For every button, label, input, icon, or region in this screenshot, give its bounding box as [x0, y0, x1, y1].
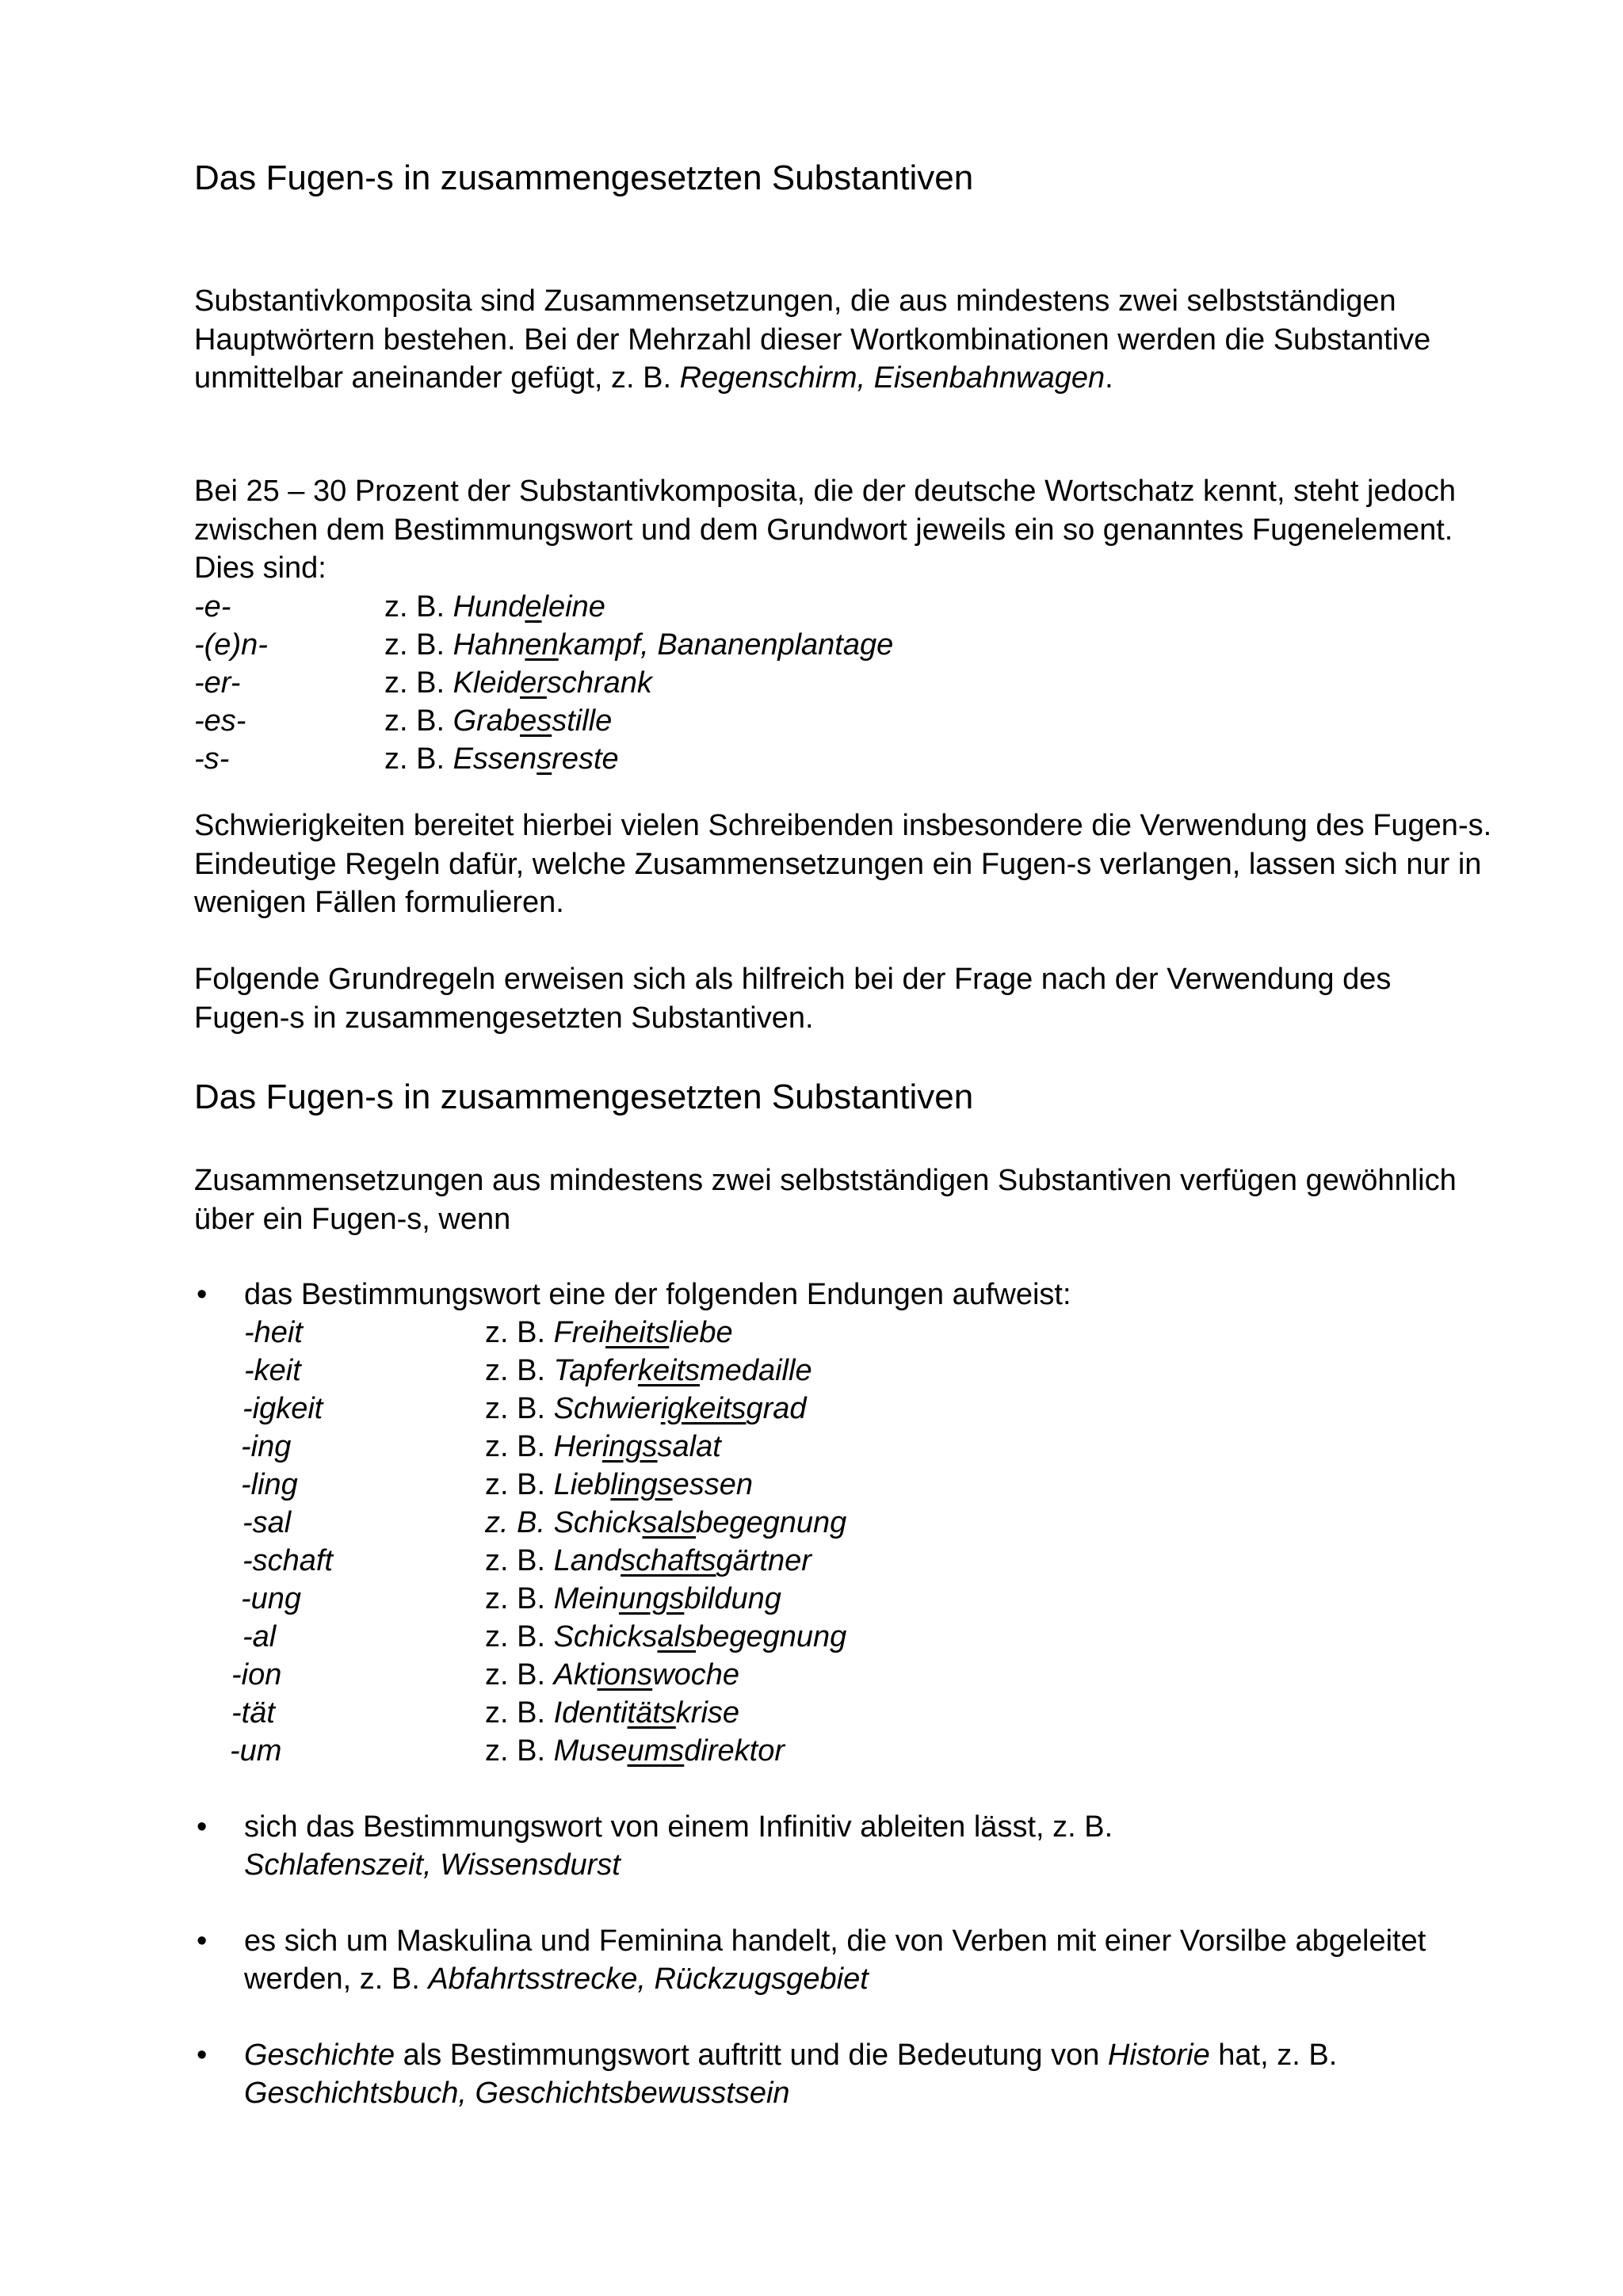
- fugen-highlight: ums: [627, 1734, 685, 1768]
- fugen-element: -er-: [194, 666, 241, 700]
- intro-text: Substantivkomposita sind Zusammensetzungen, die aus mindestens zwei selbstständigen Hauptwörtern bestehen. Bei der Mehrzahl dieser Wortkombinationen werden die Substantive unmittelbar aneinander gefügt, z. B.: [194, 284, 1431, 395]
- word-part: begegnung: [696, 1620, 847, 1653]
- ending-example: [485, 1542, 812, 1580]
- example-word: [554, 1392, 807, 1425]
- ending-example: [485, 1580, 781, 1618]
- bullet-3-examples: Abfahrtsstrecke, Rückzugsgebiet: [428, 1962, 869, 1996]
- word-part: begegnung: [696, 1506, 847, 1539]
- ending-example: [485, 1352, 812, 1390]
- intro-end: .: [1105, 361, 1113, 395]
- word-part: direktor: [684, 1734, 785, 1768]
- fugen-highlight: ings: [601, 1430, 658, 1463]
- ending-example: [485, 1314, 733, 1352]
- rules-intro-paragraph: [194, 960, 1399, 1037]
- fugen-element: -s-: [194, 742, 230, 776]
- fugen-highlight: s: [537, 742, 552, 776]
- ending-suffix: -ling: [241, 1468, 298, 1501]
- word-part: Schick: [553, 1506, 643, 1539]
- bullet-2-text: sich das Bestimmungswort von einem Infinitiv ableiten lässt, z. B.: [244, 1810, 1113, 1844]
- word-part: stille: [552, 704, 613, 738]
- ending-suffix: -sal: [242, 1506, 292, 1539]
- bullet-4-mid: als Bestimmungswort auftritt und die Bedeutung von: [395, 2039, 1108, 2072]
- fugen-intro-paragraph: [194, 472, 1494, 588]
- zb-label: z. B.: [384, 742, 453, 776]
- example-word: [453, 742, 619, 776]
- ending-example: [485, 1428, 721, 1466]
- zb-label: z. B.: [384, 666, 453, 700]
- zb-label: z. B.: [485, 1316, 554, 1349]
- example-word: [554, 1544, 812, 1577]
- ending-suffix: -ing: [241, 1430, 292, 1463]
- zb-label: z. B.: [384, 590, 453, 624]
- example-word: [453, 704, 613, 738]
- zb-label: z. B.: [485, 1544, 554, 1577]
- word-part: Her: [553, 1430, 602, 1463]
- intro-examples: Regenschirm, Eisenbahnwagen: [679, 361, 1106, 395]
- zb-label: z. B.: [485, 1696, 554, 1730]
- ending-suffix: -heit: [244, 1316, 303, 1349]
- zb-label: z. B.: [485, 1658, 554, 1691]
- word-part: Schicks: [553, 1620, 658, 1653]
- word-part: gärtner: [716, 1544, 812, 1577]
- word-part: leine: [541, 590, 605, 624]
- zb-label: z. B.: [485, 1468, 554, 1501]
- example-word: [453, 628, 894, 662]
- bullet-2-glyph: •: [197, 1810, 208, 1844]
- bullet-1-glyph: •: [197, 1278, 208, 1311]
- ending-example: [485, 1618, 846, 1656]
- zb-label: z. B.: [485, 1354, 554, 1387]
- fugen-highlight: täts: [627, 1696, 676, 1730]
- zb-label: z. B.: [485, 1392, 554, 1425]
- ending-suffix: -um: [230, 1734, 282, 1768]
- example-word: [554, 1430, 721, 1463]
- zb-label: z. B.: [485, 1620, 554, 1653]
- fugen-highlight: keits: [637, 1354, 701, 1387]
- ending-suffix: -keit: [244, 1354, 301, 1387]
- example-word: [554, 1696, 739, 1730]
- bullet-4-word2: Historie: [1107, 2039, 1210, 2072]
- word-part: medaille: [700, 1354, 812, 1387]
- ending-suffix: -ung: [241, 1582, 302, 1615]
- bullet-4: [244, 2036, 1433, 2112]
- word-part: Mein: [553, 1582, 619, 1615]
- fugen-highlight: als: [657, 1620, 697, 1653]
- word-part: Hahn: [453, 628, 525, 662]
- fugen-example: [384, 664, 652, 702]
- intro-paragraph: [194, 282, 1462, 398]
- example-word: [554, 1658, 739, 1691]
- example-word: [554, 1620, 847, 1653]
- word-part: kampf,: [558, 628, 658, 662]
- ending-suffix: -ion: [231, 1658, 282, 1691]
- fugen-example: [384, 702, 612, 740]
- zb-label: z. B.: [384, 704, 453, 738]
- word-part: reste: [552, 742, 619, 776]
- ending-suffix: -schaft: [242, 1544, 334, 1577]
- ending-suffix: -igkeit: [242, 1392, 323, 1425]
- fugen-highlight: e: [525, 590, 542, 624]
- word-part: Kleid: [453, 666, 521, 700]
- word-part: Akt: [553, 1658, 598, 1691]
- example-word: [554, 1354, 812, 1387]
- ending-example: [485, 1390, 807, 1428]
- word-part: Identi: [553, 1696, 628, 1730]
- word-part: woche: [652, 1658, 740, 1691]
- bullet-2-examples: Schlafenszeit, Wissensdurst: [244, 1848, 621, 1882]
- word-part: essen: [672, 1468, 753, 1501]
- usage-intro-paragraph: [194, 1161, 1494, 1238]
- fugen-element: -e-: [194, 590, 231, 624]
- word-part: Essen: [453, 742, 537, 776]
- example-word: [453, 666, 652, 700]
- ending-example: [485, 1732, 785, 1770]
- word-part: grad: [746, 1392, 807, 1425]
- fugen-element: -(e)n-: [194, 628, 268, 662]
- fugen-example: [384, 588, 605, 626]
- word-part: Hund: [453, 590, 525, 624]
- word-part: Lieb: [553, 1468, 611, 1501]
- bullet-4-tail: hat, z. B.: [1209, 2039, 1338, 2072]
- word-part: salat: [657, 1430, 721, 1463]
- example-word: [554, 1316, 733, 1349]
- zb-label: z. B.: [485, 1506, 554, 1539]
- example-word: [554, 1582, 781, 1615]
- bullet-3: [244, 1922, 1433, 1998]
- example-word: [554, 1734, 785, 1768]
- fugen-highlight: en: [525, 628, 559, 662]
- ending-example: [485, 1656, 739, 1694]
- word-part: Bananenplantage: [657, 628, 894, 662]
- word-part: bildung: [684, 1582, 781, 1615]
- word-part: Land: [553, 1544, 621, 1577]
- bullet-2: [244, 1808, 1480, 1884]
- difficulty-text: Schwierigkeiten bereitet hierbei vielen Schreibenden insbesondere die Verwendung des Fugen-s. Eindeutige Regeln dafür, welche Zusammensetzungen ein Fugen-s verlangen, lassen sich nur in wenigen Fällen formulieren.: [194, 809, 1492, 919]
- fugen-highlight: es: [520, 704, 552, 738]
- bullet-3-text: es sich um Maskulina und Feminina handelt, die von Verben mit einer Vorsilbe abgeleitet werden, z. B.: [244, 1924, 1426, 1996]
- bullet-1-text: das Bestimmungswort eine der folgenden Endungen aufweist:: [244, 1278, 1071, 1311]
- bullet-4-glyph: •: [197, 2039, 208, 2072]
- fugen-element: -es-: [194, 704, 246, 738]
- fugen-highlight: igkeits: [660, 1392, 747, 1425]
- ending-example: [485, 1466, 753, 1504]
- example-word: [554, 1468, 753, 1501]
- fugen-highlight: lings: [610, 1468, 673, 1501]
- bullet-4-examples: Geschichtsbuch, Geschichtsbewusstsein: [244, 2077, 790, 2110]
- fugen-intro-text: Bei 25 – 30 Prozent der Substantivkomposita, die der deutsche Wortschatz kennt, steht jedoch zwischen dem Bestimmungswort und dem Grundwort jeweils ein so genanntes Fugenelement. Dies sind:: [194, 475, 1456, 585]
- difficulty-paragraph: [194, 807, 1494, 922]
- bullet-3-glyph: •: [197, 1924, 208, 1958]
- word-part: Tapfer: [553, 1354, 638, 1387]
- ending-example: [485, 1694, 739, 1732]
- zb-label: z. B.: [485, 1734, 554, 1768]
- example-word: [554, 1506, 847, 1539]
- word-part: schrank: [546, 666, 652, 700]
- rules-intro-text: Folgende Grundregeln erweisen sich als hilfreich bei der Frage nach der Verwendung des Fugen-s in zusammengesetzten Substantiven.: [194, 963, 1392, 1035]
- subtitle: Das Fugen-s in zusammengesetzten Substantiven: [194, 1077, 974, 1116]
- word-part: Muse: [553, 1734, 628, 1768]
- zb-label: z. B.: [485, 1582, 554, 1615]
- zb-label: z. B.: [485, 1430, 554, 1463]
- fugen-highlight: schafts: [621, 1544, 716, 1577]
- fugen-highlight: heits: [605, 1316, 670, 1349]
- bullet-4-word: Geschichte: [244, 2039, 395, 2072]
- ending-example: [485, 1504, 846, 1542]
- word-part: Grab: [453, 704, 521, 738]
- fugen-example: [384, 740, 619, 778]
- word-part: liebe: [669, 1316, 733, 1349]
- fugen-highlight: er: [520, 666, 547, 700]
- fugen-highlight: ungs: [618, 1582, 685, 1615]
- word-part: Schwier: [553, 1392, 661, 1425]
- fugen-example: [384, 626, 893, 664]
- ending-suffix: -tät: [231, 1696, 275, 1730]
- word-part: Frei: [553, 1316, 606, 1349]
- word-part: krise: [675, 1696, 740, 1730]
- page-title: Das Fugen-s in zusammengesetzten Substantiven: [194, 158, 974, 197]
- zb-label: z. B.: [384, 628, 453, 662]
- ending-suffix: -al: [242, 1620, 277, 1653]
- fugen-highlight: sals: [642, 1506, 697, 1539]
- example-word: [453, 590, 605, 624]
- usage-intro-text: Zusammensetzungen aus mindestens zwei selbstständigen Substantiven verfügen gewöhnlich über ein Fugen-s, wenn: [194, 1164, 1457, 1236]
- fugen-highlight: ions: [597, 1658, 653, 1691]
